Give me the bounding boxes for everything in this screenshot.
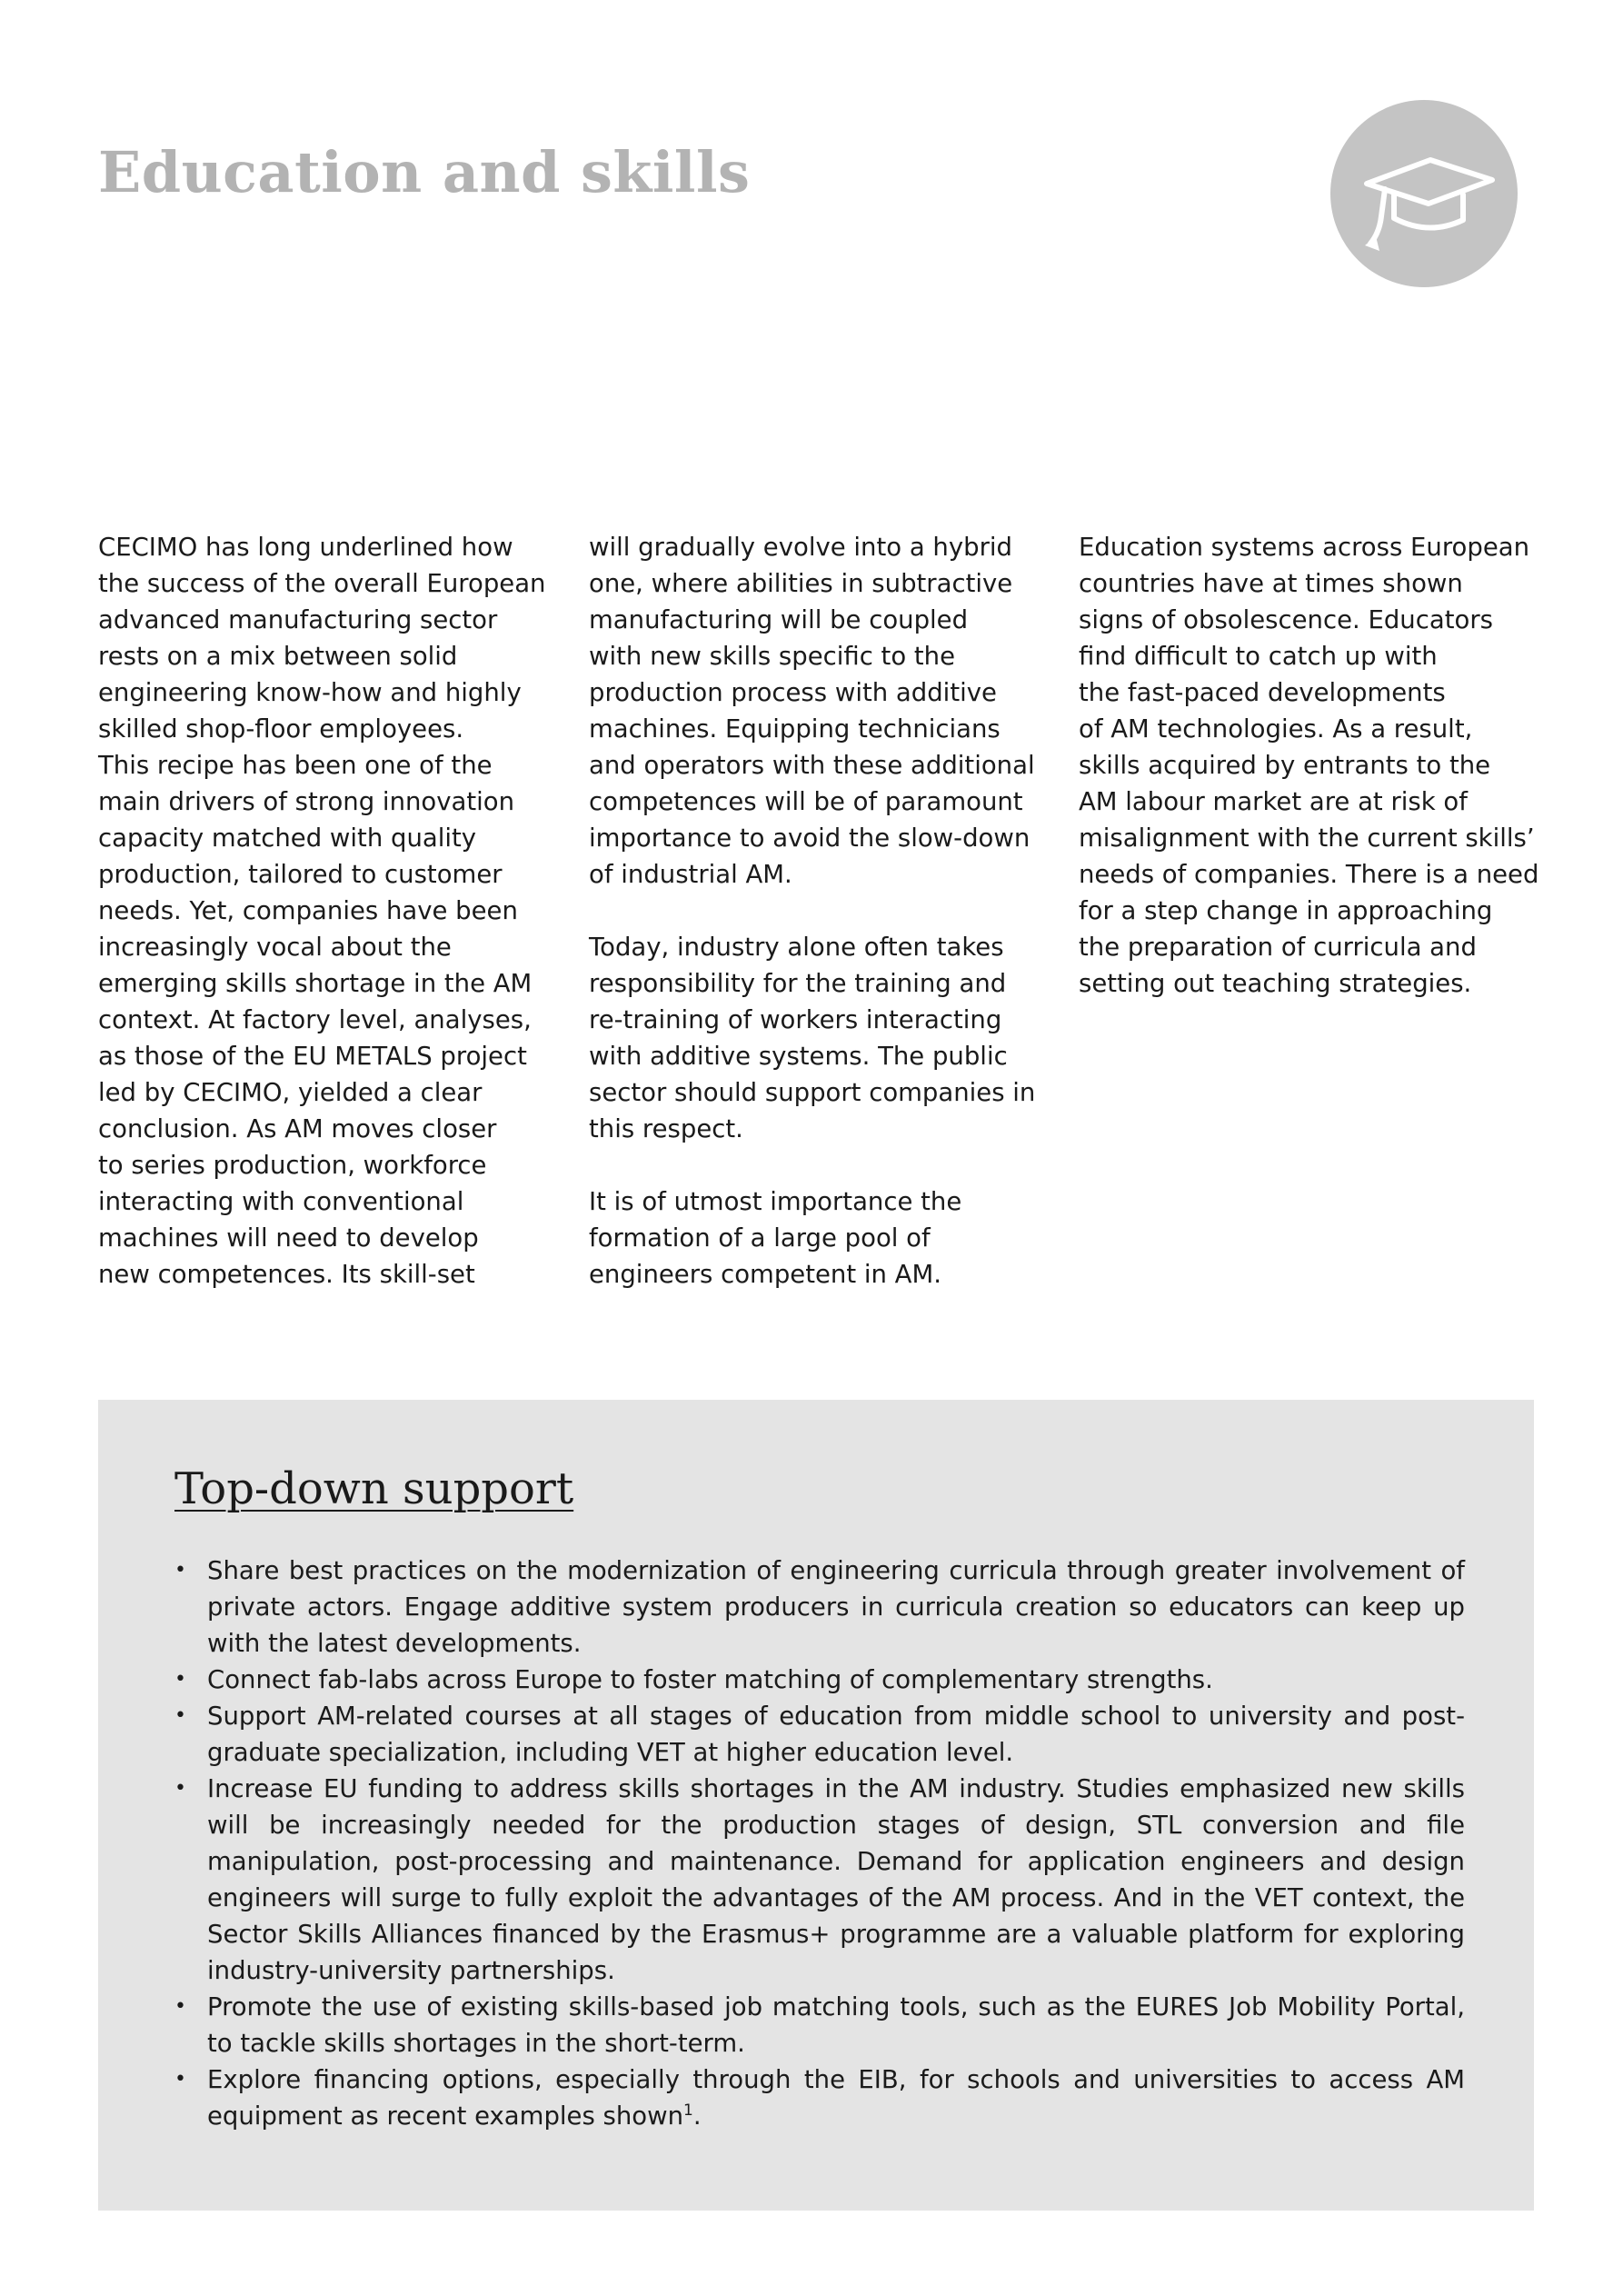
education-badge [1330, 100, 1518, 287]
list-item-text: Connect fab-labs across Europe to foster matching of complementary strengths. [207, 1665, 1213, 1694]
bullet-marker: • [174, 1704, 186, 1727]
paragraph: Education systems across European countries have at times shown signs of obsolescence. Educators find difficult to catch up with the fast-paced developments of AM technologies. As a result, skills acquired by entrants to the AM labour market are at risk of misalignment with the current skills’ needs of companies. There is a need for a step change in approaching the preparation of curricula and setting out teaching strategies. [1079, 533, 1539, 998]
list-item-end: . [692, 2101, 702, 2131]
footnote-marker: 1 [683, 2101, 693, 2120]
list-item-text: Promote the use of existing skills-based job matching tools, such as the EURES Job Mobility Portal, to tackle skills shortages in the short-term. [207, 1992, 1465, 2058]
list-item [174, 1989, 1465, 2061]
bullet-marker: • [174, 1777, 186, 1800]
support-heading: Top-down support [174, 1463, 574, 1514]
page-title: Education and skills [98, 139, 751, 205]
list-item-text: Explore financing options, especially through the EIB, for schools and universities to access AM equipment as recent examples shown [207, 2065, 1465, 2131]
support-list [174, 1552, 1465, 2134]
list-item [174, 1662, 1465, 1698]
graduation-cap-icon [1330, 100, 1518, 287]
list-item [174, 1698, 1465, 1771]
paragraph: Today, industry alone often takes responsibility for the training and re-training of workers interacting with additive systems. The public sector should support companies in this respect. [589, 933, 1036, 1143]
list-item [174, 1552, 1465, 1662]
paragraph: It is of utmost importance the formation of a large pool of engineers competent in AM. [589, 1187, 962, 1289]
list-item-text: Share best practices on the modernization of engineering curricula through greater involvement of private actors. Engage additive system producers in curricula creation so educators can keep up with the latest developments. [207, 1556, 1465, 1658]
bullet-marker: • [174, 1668, 186, 1691]
bullet-marker: • [174, 2068, 186, 2091]
list-item [174, 2061, 1465, 2134]
text-column-3 [1079, 529, 1588, 1002]
bullet-marker: • [174, 1995, 186, 2018]
paragraph: will gradually evolve into a hybrid one, where abilities in subtractive manufacturing will be coupled with new skills specific to the production process with additive machines. Equipping technicians and operators with these additional competences will be of paramount importance to avoid the slow-down of industrial AM. [589, 533, 1035, 889]
list-item-text: Increase EU funding to address skills shortages in the AM industry. Studies emphasized new skills will be increasingly needed for the production stages of design, STL conversion and file manipulation, post-processing and maintenance. Demand for application engineers and design engineers will surge to fully exploit the advantages of the AM process. And in the VET context, the Sector Skills Alliances financed by the Erasmus+ programme are a valuable platform for exploring industry-university partnerships. [207, 1774, 1465, 1985]
paragraph: CECIMO has long underlined how the success of the overall European advanced manufacturing sector rests on a mix between solid engineering know-how and highly skilled shop-floor employees. This recipe has been one of the main drivers of strong innovation capacity matched with quality production, tailored to customer needs. Yet, companies have been increasingly vocal about the emerging skills shortage in the AM context. At factory level, analyses, as those of the EU METALS project led by CECIMO, yielded a clear conclusion. As AM moves closer to series production, workforce interacting with conventional machines will need to develop new competences. Its skill-set [98, 533, 546, 1289]
top-down-support-box [98, 1400, 1534, 2211]
text-column-1 [98, 529, 571, 1293]
list-item-text: Support AM-related courses at all stages of education from middle school to university and post-graduate specialization, including VET at higher education level. [207, 1702, 1465, 1767]
list-item [174, 1771, 1465, 1989]
text-column-2 [589, 529, 1070, 1293]
bullet-marker: • [174, 1559, 186, 1582]
